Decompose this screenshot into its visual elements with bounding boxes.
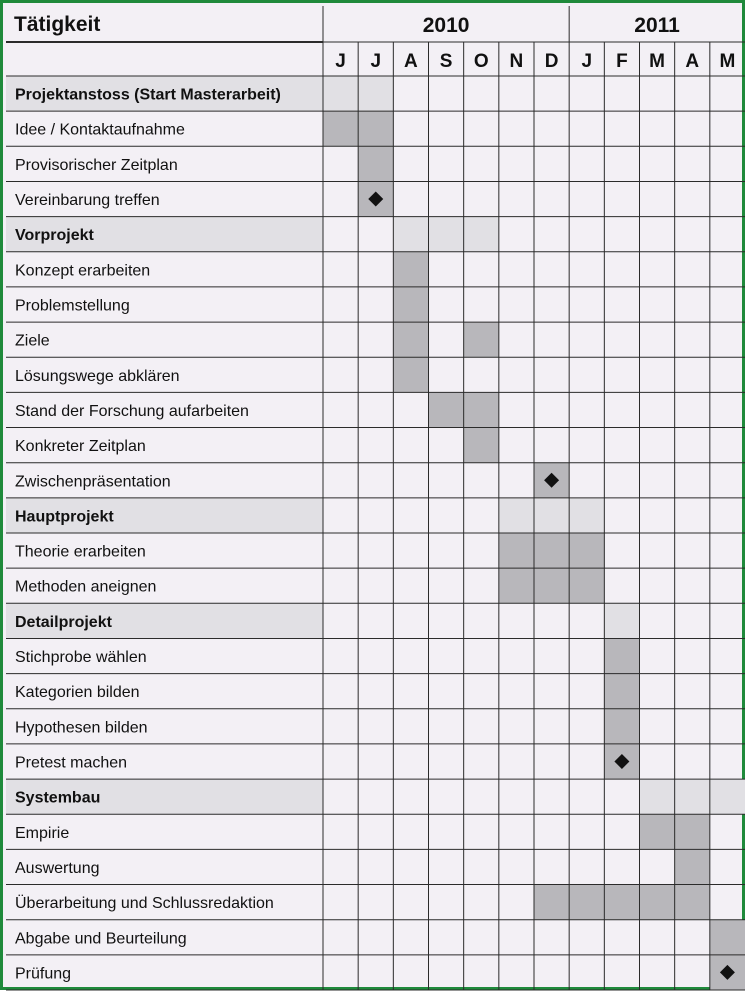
task-label: Problemstellung	[15, 297, 130, 315]
task-label: Methoden aneignen	[15, 578, 157, 596]
task-label: Hypothesen bilden	[15, 719, 148, 737]
phase-cell	[604, 603, 639, 638]
task-bar-cell	[675, 885, 710, 920]
phase-label: Projektanstoss (Start Masterarbeit)	[15, 86, 281, 104]
task-bar-cell	[569, 568, 604, 603]
task-label: Lösungswege abklären	[15, 367, 180, 385]
task-bar-cell	[534, 568, 569, 603]
task-label: Überarbeitung und Schlussredaktion	[15, 895, 274, 913]
gantt-chart	[3, 3, 745, 993]
month-label: M	[649, 51, 665, 72]
year-label: 2010	[422, 14, 470, 37]
month-label: O	[473, 51, 489, 72]
task-label: Pretest machen	[15, 754, 128, 772]
month-label: F	[616, 51, 628, 72]
task-label: Abgabe und Beurteilung	[15, 930, 187, 948]
task-label: Vereinbarung treffen	[15, 192, 160, 210]
month-label: N	[509, 51, 524, 72]
phase-cell	[534, 498, 569, 533]
month-label: A	[404, 51, 418, 72]
phase-cell	[429, 217, 464, 252]
task-bar-cell	[675, 849, 710, 884]
phase-label: Vorprojekt	[15, 227, 94, 245]
phase-cell	[710, 779, 745, 814]
phase-cell	[499, 498, 534, 533]
task-label: Konzept erarbeiten	[15, 262, 151, 280]
task-label: Konkreter Zeitplan	[15, 438, 146, 456]
task-label: Stand der Forschung aufarbeiten	[15, 402, 249, 420]
task-bar-cell	[640, 885, 675, 920]
task-bar-cell	[393, 357, 428, 392]
task-bar-cell	[393, 322, 428, 357]
phase-label: Systembau	[15, 789, 101, 807]
task-bar-cell	[604, 885, 639, 920]
task-bar-cell	[393, 252, 428, 287]
task-label: Ziele	[15, 332, 50, 350]
phase-cell	[323, 76, 358, 111]
task-label: Stichprobe wählen	[15, 649, 147, 667]
phase-cell	[569, 498, 604, 533]
task-bar-cell	[464, 392, 499, 427]
task-bar-cell	[464, 322, 499, 357]
task-bar-cell	[499, 568, 534, 603]
month-label: M	[719, 51, 736, 72]
task-bar-cell	[640, 814, 675, 849]
phase-label: Hauptprojekt	[15, 508, 114, 526]
phase-cell	[640, 779, 675, 814]
task-bar-cell	[604, 674, 639, 709]
task-bar-cell	[429, 392, 464, 427]
task-label: Kategorien bilden	[15, 684, 140, 702]
month-label: J	[335, 51, 346, 72]
task-bar-cell	[464, 428, 499, 463]
task-bar-cell	[499, 533, 534, 568]
phase-cell	[358, 76, 393, 111]
task-label: Prüfung	[15, 965, 72, 983]
task-label: Empirie	[15, 824, 70, 842]
task-bar-cell	[358, 111, 393, 146]
task-bar-cell	[569, 885, 604, 920]
task-bar-cell	[569, 533, 604, 568]
task-bar-cell	[534, 533, 569, 568]
phase-cell	[393, 217, 428, 252]
task-bar-cell	[675, 814, 710, 849]
month-label: J	[370, 51, 382, 72]
phase-cell	[675, 779, 710, 814]
task-label: Idee / Kontaktaufnahme	[15, 121, 185, 139]
month-label: S	[439, 51, 453, 72]
task-bar-cell	[358, 146, 393, 181]
task-bar-cell	[710, 920, 745, 955]
month-label: A	[685, 51, 700, 72]
task-bar-cell	[393, 287, 428, 322]
task-column-header: Tätigkeit	[14, 13, 101, 36]
month-label: D	[544, 51, 559, 72]
year-label: 2011	[634, 14, 680, 37]
phase-label: Detailprojekt	[15, 613, 112, 631]
task-label: Provisorischer Zeitplan	[15, 156, 178, 174]
task-label: Auswertung	[15, 859, 100, 877]
phase-cell	[464, 217, 499, 252]
task-label: Theorie erarbeiten	[15, 543, 146, 561]
task-bar-cell	[604, 709, 639, 744]
task-bar-cell	[323, 111, 358, 146]
month-label: J	[581, 51, 593, 72]
task-bar-cell	[604, 638, 639, 673]
task-bar-cell	[534, 885, 569, 920]
task-label: Zwischenpräsentation	[15, 473, 171, 491]
